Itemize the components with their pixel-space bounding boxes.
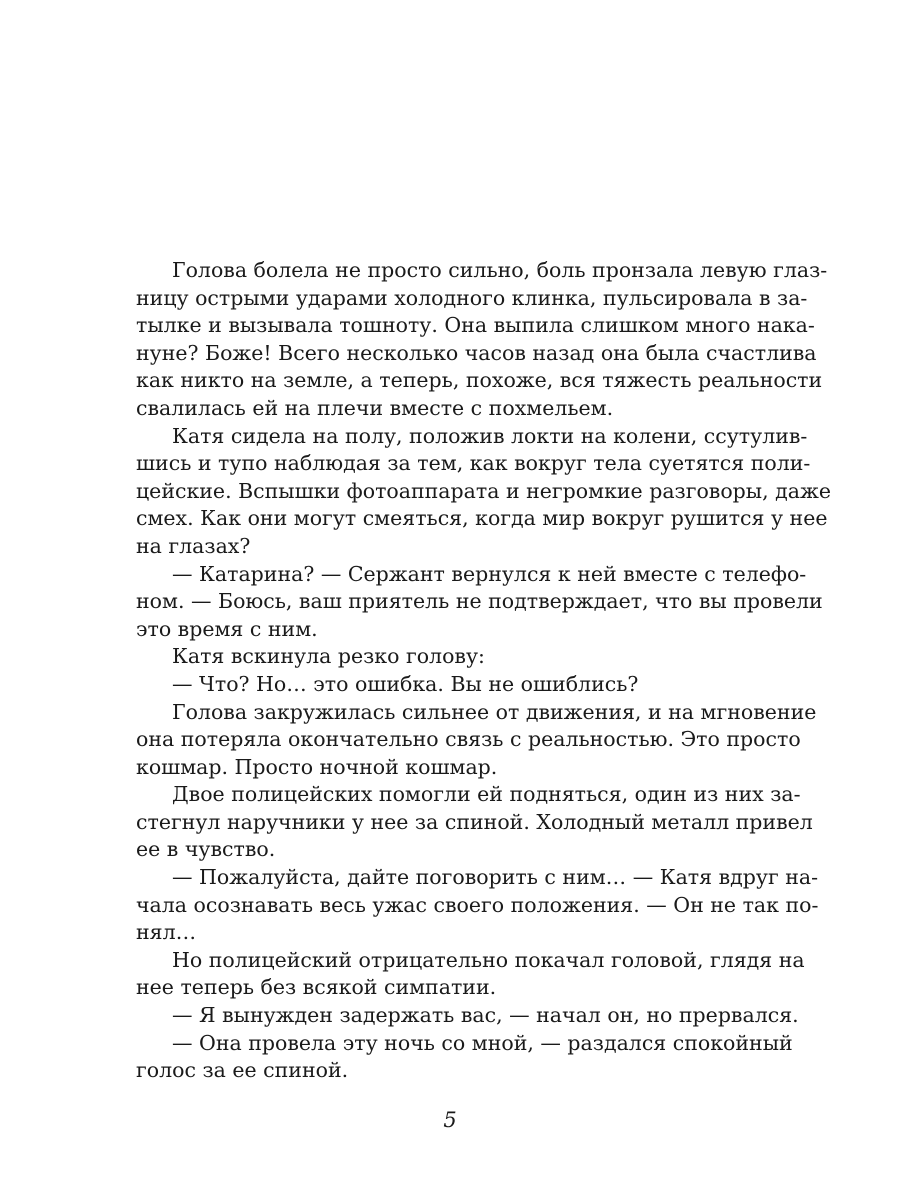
text-line: цейские. Вспышки фотоаппарата и негромкие разговоры, даже xyxy=(136,478,831,503)
text-line: она потеряла окончательно связь с реальностью. Это просто xyxy=(136,727,801,752)
text-line: нуне? Боже! Всего несколько часов назад она была счастлива xyxy=(136,340,817,365)
text-line: чала осознавать весь ужас своего положения. — Он не так по- xyxy=(136,892,819,917)
text-line: ее в чувство. xyxy=(136,837,276,862)
text-line: шись и тупо наблюдая за тем, как вокруг тела суетятся поли- xyxy=(136,451,811,476)
body-text xyxy=(136,257,831,1085)
text-line: голос за ее спиной. xyxy=(136,1058,349,1083)
text-line: Голова закружилась сильнее от движения, и на мгновение xyxy=(172,699,817,724)
text-line: — Пожалуйста, дайте поговорить с ним… — Катя вдруг на- xyxy=(172,865,819,890)
text-line: Катя вскинула резко голову: xyxy=(172,644,485,669)
text-line: — Она провела эту ночь со мной, — раздался спокойный xyxy=(172,1030,793,1055)
text-line: как никто на земле, а теперь, похоже, вся тяжесть реальности xyxy=(136,368,823,393)
text-line: нее теперь без всякой симпатии. xyxy=(136,975,497,1000)
text-line: свалилась ей на плечи вместе с похмельем. xyxy=(136,395,614,420)
text-line: кошмар. Просто ночной кошмар. xyxy=(136,754,498,779)
text-line: Двое полицейских помогли ей подняться, один из них за- xyxy=(172,782,801,807)
page-number: 5 xyxy=(443,1108,457,1132)
text-line: смех. Как они могут смеяться, когда мир вокруг рушится у нее xyxy=(136,506,828,531)
text-line: ницу острыми ударами холодного клинка, пульсировала в за- xyxy=(136,285,808,310)
text-line: тылке и вызывала тошноту. Она выпила слишком много нака- xyxy=(136,313,815,338)
text-line: Но полицейский отрицательно покачал головой, глядя на xyxy=(172,947,805,972)
text-line: — Что? Но… это ошибка. Вы не ошиблись? xyxy=(172,671,639,696)
text-line: это время с ним. xyxy=(136,616,318,641)
text-line: — Катарина? — Сержант вернулся к ней вместе с телефо- xyxy=(172,561,807,586)
text-line: Катя сидела на полу, положив локти на колени, ссутулив- xyxy=(172,423,808,448)
text-line: Голова болела не просто сильно, боль пронзала левую глаз- xyxy=(172,258,828,282)
text-line: нял… xyxy=(136,920,197,945)
text-line: ном. — Боюсь, ваш приятель не подтверждает, что вы провели xyxy=(136,589,823,614)
text-line: стегнул наручники у нее за спиной. Холодный металл привел xyxy=(136,809,813,834)
text-line: — Я вынужден задержать вас, — начал он, но прервался. xyxy=(172,1003,799,1028)
text-line: на глазах? xyxy=(136,533,251,558)
